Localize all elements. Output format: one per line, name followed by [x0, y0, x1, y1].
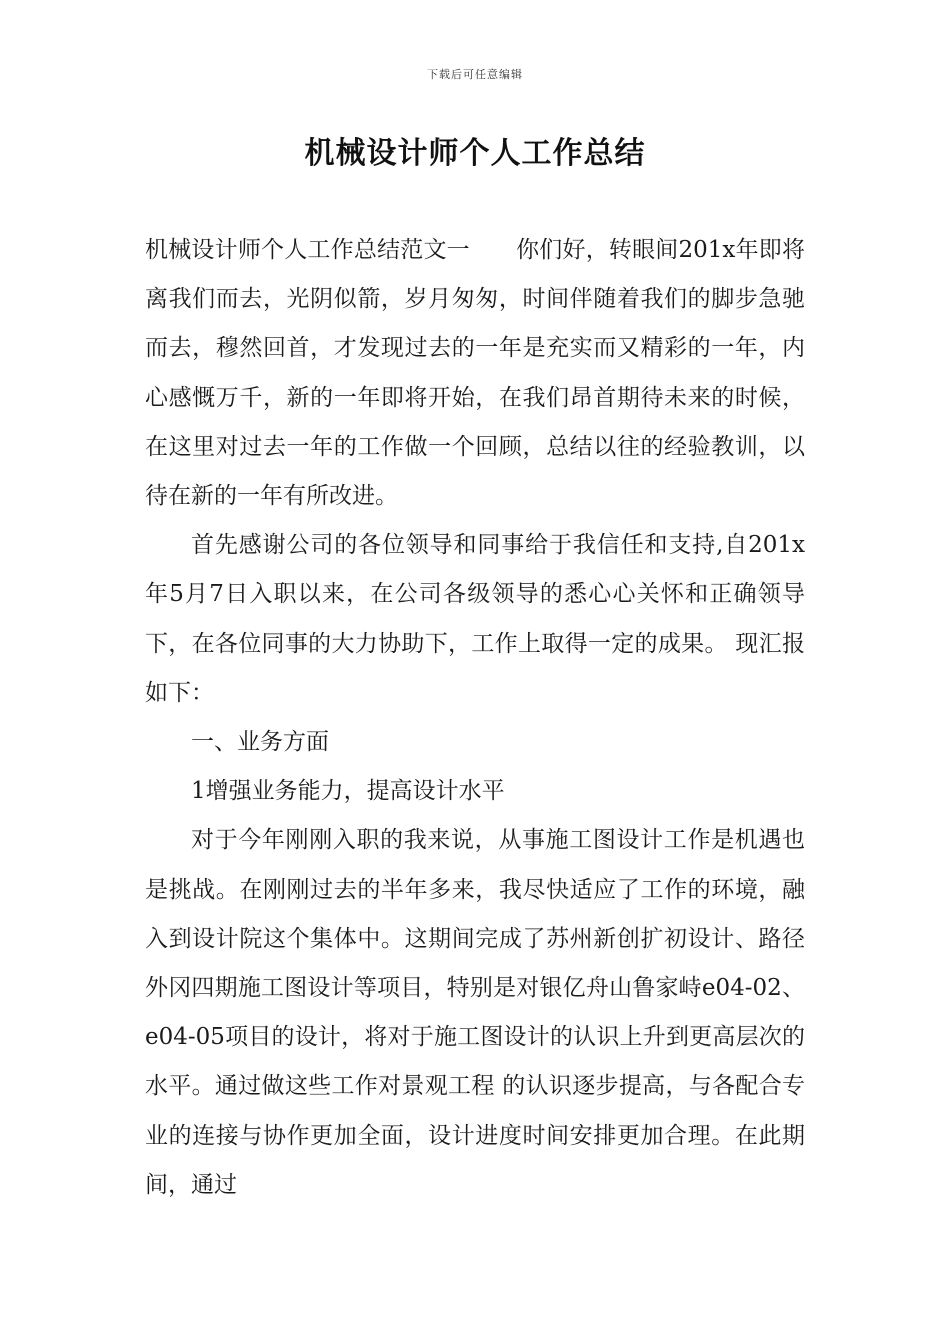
- paragraph-intro-body: 你们好，转眼间201x年即将离我们而去，光阴似箭，岁月匆匆，时间伴随着我们的脚步急驰而去，穆然回首，才发现过去的一年是充实而又精彩的一年，内心感慨万千，新的一年即将开始，在我们昂首期待未来的时候，在这里对过去一年的工作做一个回顾，总结以往的经验教训，以待在新的一年有所改进。: [145, 237, 806, 510]
- paragraph-intro: [145, 226, 805, 521]
- paragraph-thanks: 首先感谢公司的各位领导和同事给于我信任和支持,自201x年5月7日入职以来，在公司各级领导的悉心心关怀和正确领导下，在各位同事的大力协助下，工作上取得一定的成果。 现汇报如下：: [145, 532, 805, 706]
- header-note: 下载后可任意编辑: [427, 68, 523, 81]
- document-body: [145, 226, 805, 1210]
- section-heading-business: 一、业务方面: [191, 729, 329, 756]
- document-title: 机械设计师个人工作总结: [304, 136, 646, 171]
- paragraph-work-detail: 对于今年刚刚入职的我来说，从事施工图设计工作是机遇也是挑战。在刚刚过去的半年多来，我尽快适应了工作的环境，融入到设计院这个集体中。这期间完成了苏州新创扩初设计、路径外冈四期施工图设计等项目，特别是对银亿舟山鲁家峙e04-02、e04-05项目的设计，将对于施工图设计的认识上升到更高层次的水平。通过做这些工作对景观工程 的认识逐步提高，与各配合专业的连接与协作更加全面，设计进度时间安排更加合理。在此期间，通过: [145, 827, 805, 1198]
- paragraph-intro-lead: 机械设计师个人工作总结范文一: [145, 237, 470, 263]
- subsection-heading-ability: 1增强业务能力，提高设计水平: [191, 778, 505, 805]
